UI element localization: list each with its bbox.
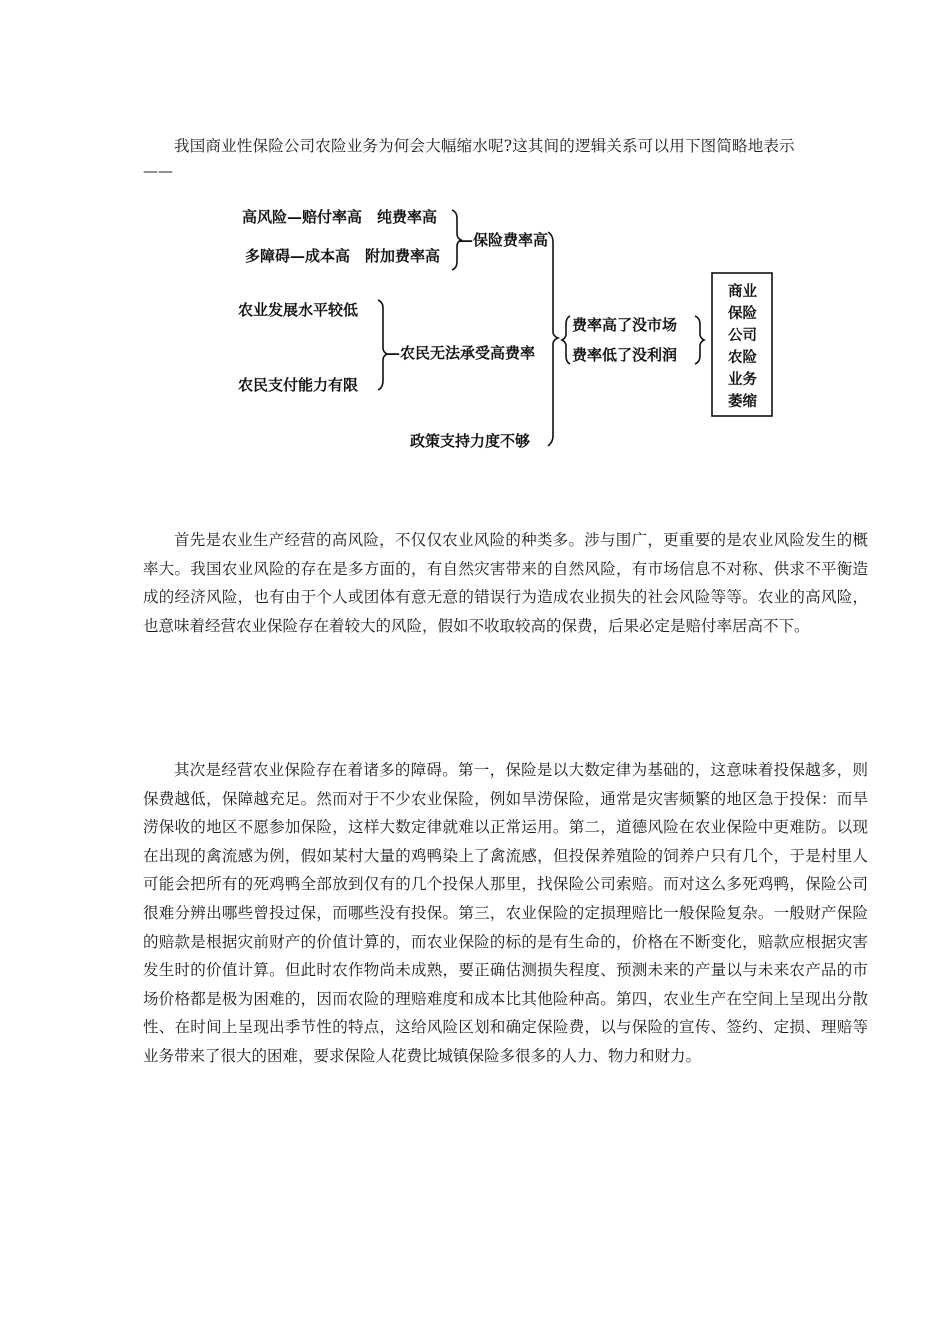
result-line: 商业 xyxy=(728,283,757,300)
bracket-main xyxy=(548,232,558,446)
result-line: 萎缩 xyxy=(728,393,757,410)
result-line: 业务 xyxy=(728,371,757,388)
node-farmers-cannot-bear: —农民无法承受高费率 xyxy=(385,344,536,362)
paragraph-1: 首先是农业生产经营的高风险，不仅仅农业风险的种类多。涉与围广，更重要的是农业风险发生的概率大。我国农业风险的存在是多方面的，有自然灾害带来的自然风险，有市场信息不对称、供求不平衡造成的经济风险，也有由于个人或团体有意无意的错误行为造成农业损失的社会风险等等。农业的高风险，也意味着经营农业保险存在着较大的风险，假如不收取较高的保费，后果必定是赔付率居高不下。 xyxy=(143,531,868,635)
node-high-risk: 高风险—赔付率高 纯费率高 xyxy=(242,208,438,226)
result-line: 农险 xyxy=(728,349,757,366)
node-many-obstacles: 多障碍—成本高 附加费率高 xyxy=(245,247,441,265)
node-farmer-payment-limited: 农民支付能力有限 xyxy=(238,376,359,394)
intro-paragraph: 我国商业性保险公司农险业务为何会大幅缩水呢?这其间的逻辑关系可以用下图简略地表示 xyxy=(174,137,795,155)
bracket-rate xyxy=(562,316,570,364)
bracket-rate-right xyxy=(695,316,704,364)
result-line: 公司 xyxy=(728,327,757,344)
node-result xyxy=(728,282,757,410)
node-rate-low-no-profit: 费率低了没利润 xyxy=(572,346,678,364)
node-premium-rate-high: —保险费率高 xyxy=(458,231,549,249)
result-line: 保险 xyxy=(728,305,757,322)
intro-dash: —— xyxy=(143,162,173,180)
node-rate-high-no-market: 费率高了没市场 xyxy=(572,316,678,334)
node-policy-support-lacking: 政策支持力度不够 xyxy=(410,432,531,450)
paragraph-2: 其次是经营农业保险存在着诸多的障碍。第一，保险是以大数定律为基础的，这意味着投保越多，则保费越低，保障越充足。然而对于不少农业保险，例如旱涝保险，通常是灾害频繁的地区急于投保：而旱涝保收的地区不愿参加保险，这样大数定律就难以正常运用。第二，道德风险在农业保险中更难防。以现在出现的禽流感为例，假如某村大量的鸡鸭染上了禽流感，但投保养殖险的饲养户只有几个，于是村里人可能会把所有的死鸡鸭全部放到仅有的几个投保人那里，找保险公司索赔。而对这么多死鸡鸭，保险公司很难分辨出哪些曾投过保，而哪些没有投保。第三，农业保险的定损理赔比一般保险复杂。一般财产保险的赔款是根据灾前财产的价值计算的，而农业保险的标的是有生命的，价格在不断变化，赔款应根据灾害发生时的价值计算。但此时农作物尚未成熟，要正确估测损失程度、预测未来的产量以与未来农产品的市场价格都是极为困难的，因而农险的理赔难度和成本比其他险种高。第四，农业生产在空间上呈现出分散性、在时间上呈现出季节性的特点，这给风险区划和确定保险费，以与保险的宣传、签约、定损、理赔等业务带来了很大的困难，要求保险人花费比城镇保险多很多的人力、物力和财力。 xyxy=(143,761,868,1065)
node-ag-dev-low: 农业发展水平较低 xyxy=(238,301,359,319)
